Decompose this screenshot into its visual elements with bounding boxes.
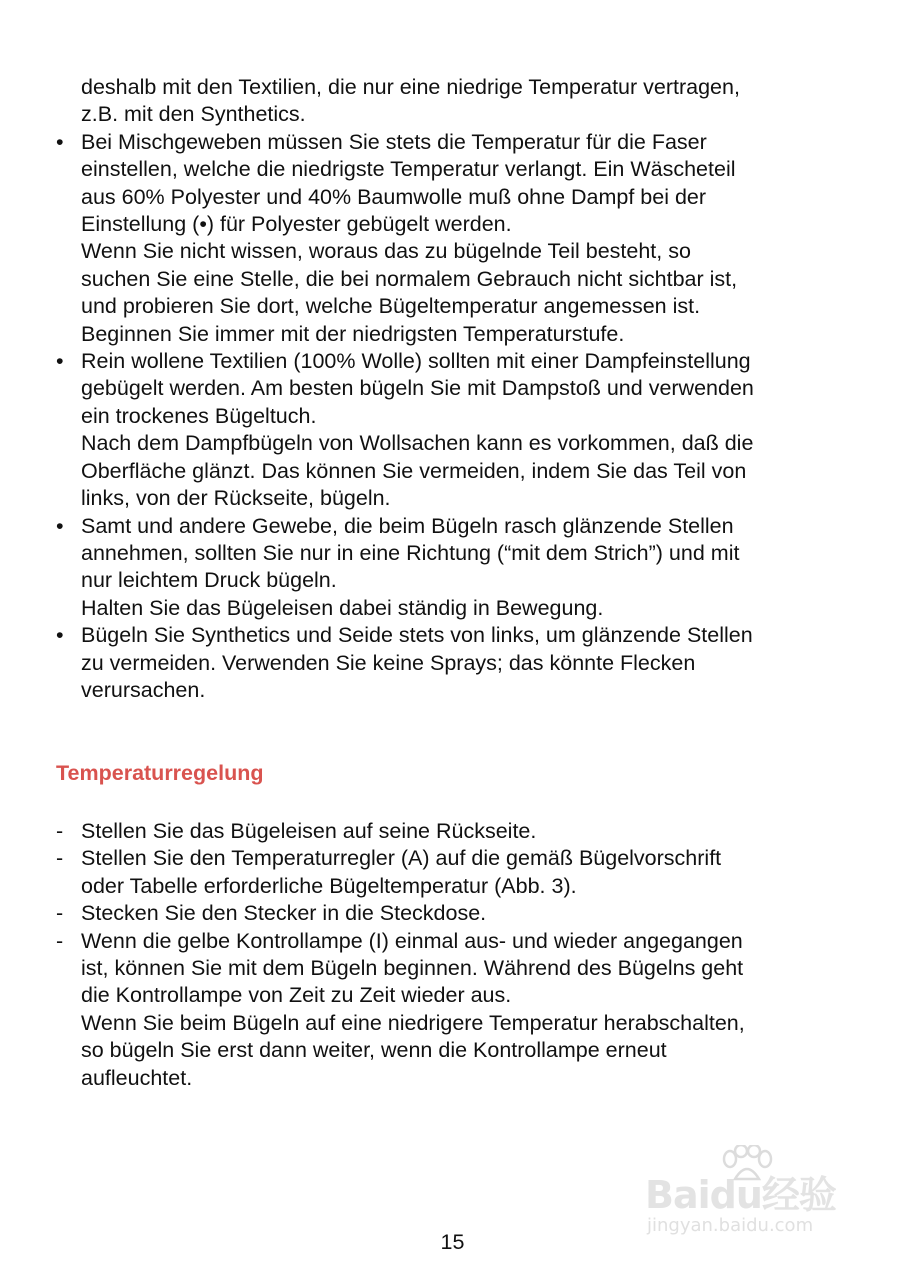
text-line: aus 60% Polyester und 40% Baumwolle muß ohne Dampf bei der xyxy=(81,184,707,209)
dash-item xyxy=(56,900,856,927)
text-line: Stellen Sie den Temperaturregler (A) auf die gemäß Bügelvorschrift xyxy=(81,846,722,871)
bullet-marker: • xyxy=(56,513,64,538)
text-line: Rein wollene Textilien (100% Wolle) sollten mit einer Dampfeinstellung xyxy=(81,349,751,374)
dash-item xyxy=(56,818,856,845)
text-line: Samt und andere Gewebe, die beim Bügeln rasch glänzende Stellen xyxy=(81,513,734,538)
bullet-item-wool xyxy=(56,348,856,512)
dash-marker: - xyxy=(56,928,64,953)
text-line: Beginnen Sie immer mit der niedrigsten Temperaturstufe. xyxy=(81,321,625,346)
text-line: annehmen, sollten Sie nur in eine Richtung (“mit dem Strich”) und mit xyxy=(81,540,740,565)
text-line: verursachen. xyxy=(81,677,206,702)
text-line: so bügeln Sie erst dann weiter, wenn die Kontrollampe erneut xyxy=(81,1038,667,1063)
text-line: ist, können Sie mit dem Bügeln beginnen. Während des Bügelns geht xyxy=(81,956,744,981)
text-line: Stellen Sie das Bügeleisen auf seine Rückseite. xyxy=(81,819,537,843)
continuation-paragraph xyxy=(56,74,856,129)
text-line: Einstellung (•) für Polyester gebügelt werden. xyxy=(81,212,512,237)
text-line: gebügelt werden. Am besten bügeln Sie mit Dampstoß und verwenden xyxy=(81,376,754,401)
bullet-item-synthetics xyxy=(56,622,856,704)
text-line: Bei Mischgeweben müssen Sie stets die Temperatur für die Faser xyxy=(81,129,707,154)
text-line: Halten Sie das Bügeleisen dabei ständig in Bewegung. xyxy=(81,595,604,620)
bullet-marker: • xyxy=(56,623,64,648)
text-line: nur leichtem Druck bügeln. xyxy=(81,568,337,593)
page-number: 15 xyxy=(440,1230,465,1254)
temperature-steps-list xyxy=(56,818,856,1092)
dash-marker: - xyxy=(56,846,64,871)
text-line: suchen Sie eine Stelle, die bei normalem Gebrauch nicht sichtbar ist, xyxy=(81,266,738,291)
text-line: Stecken Sie den Stecker in die Steckdose. xyxy=(81,901,487,926)
bullet-item-velvet xyxy=(56,513,856,623)
text-line: die Kontrollampe von Zeit zu Zeit wieder aus. xyxy=(81,983,512,1008)
text-line: Wenn Sie nicht wissen, woraus das zu bügelnde Teil besteht, so xyxy=(81,239,691,264)
section-heading: Temperaturregelung xyxy=(56,761,264,785)
text-line: und probieren Sie dort, welche Bügeltemperatur angemessen ist. xyxy=(81,294,701,319)
text-line: zu vermeiden. Verwenden Sie keine Sprays; das könnte Flecken xyxy=(81,650,696,675)
text-line: Wenn die gelbe Kontrollampe (I) einmal aus- und wieder angegangen xyxy=(81,928,743,953)
dash-marker: - xyxy=(56,901,64,926)
bullet-marker: • xyxy=(56,129,64,154)
dash-item xyxy=(56,928,856,1092)
text-line: Bügeln Sie Synthetics und Seide stets von links, um glänzende Stellen xyxy=(81,623,753,648)
text-line: deshalb mit den Textilien, die nur eine niedrige Temperatur vertragen, xyxy=(81,75,740,99)
text-line: aufleuchtet. xyxy=(81,1065,193,1090)
dash-item xyxy=(56,845,856,900)
text-line: Oberfläche glänzt. Das können Sie vermeiden, indem Sie das Teil von xyxy=(81,458,747,483)
bullet-item-mixed-fabrics xyxy=(56,129,856,348)
text-line: einstellen, welche die niedrigste Temperatur verlangt. Ein Wäscheteil xyxy=(81,157,736,182)
text-line: Wenn Sie beim Bügeln auf eine niedrigere Temperatur herabschalten, xyxy=(81,1010,745,1035)
bullet-marker: • xyxy=(56,349,64,374)
watermark-brand: Baidu经验 xyxy=(645,1173,836,1217)
text-line: Nach dem Dampfbügeln von Wollsachen kann es vorkommen, daß die xyxy=(81,431,754,456)
text-line: ein trockenes Bügeltuch. xyxy=(81,403,317,428)
instructions-list xyxy=(56,74,856,704)
dash-marker: - xyxy=(56,819,64,843)
text-line: links, von der Rückseite, bügeln. xyxy=(81,486,391,511)
text-line: oder Tabelle erforderliche Bügeltemperatur (Abb. 3). xyxy=(81,873,577,898)
watermark-url: jingyan.baidu.com xyxy=(647,1215,814,1236)
text-line: z.B. mit den Synthetics. xyxy=(81,102,306,127)
